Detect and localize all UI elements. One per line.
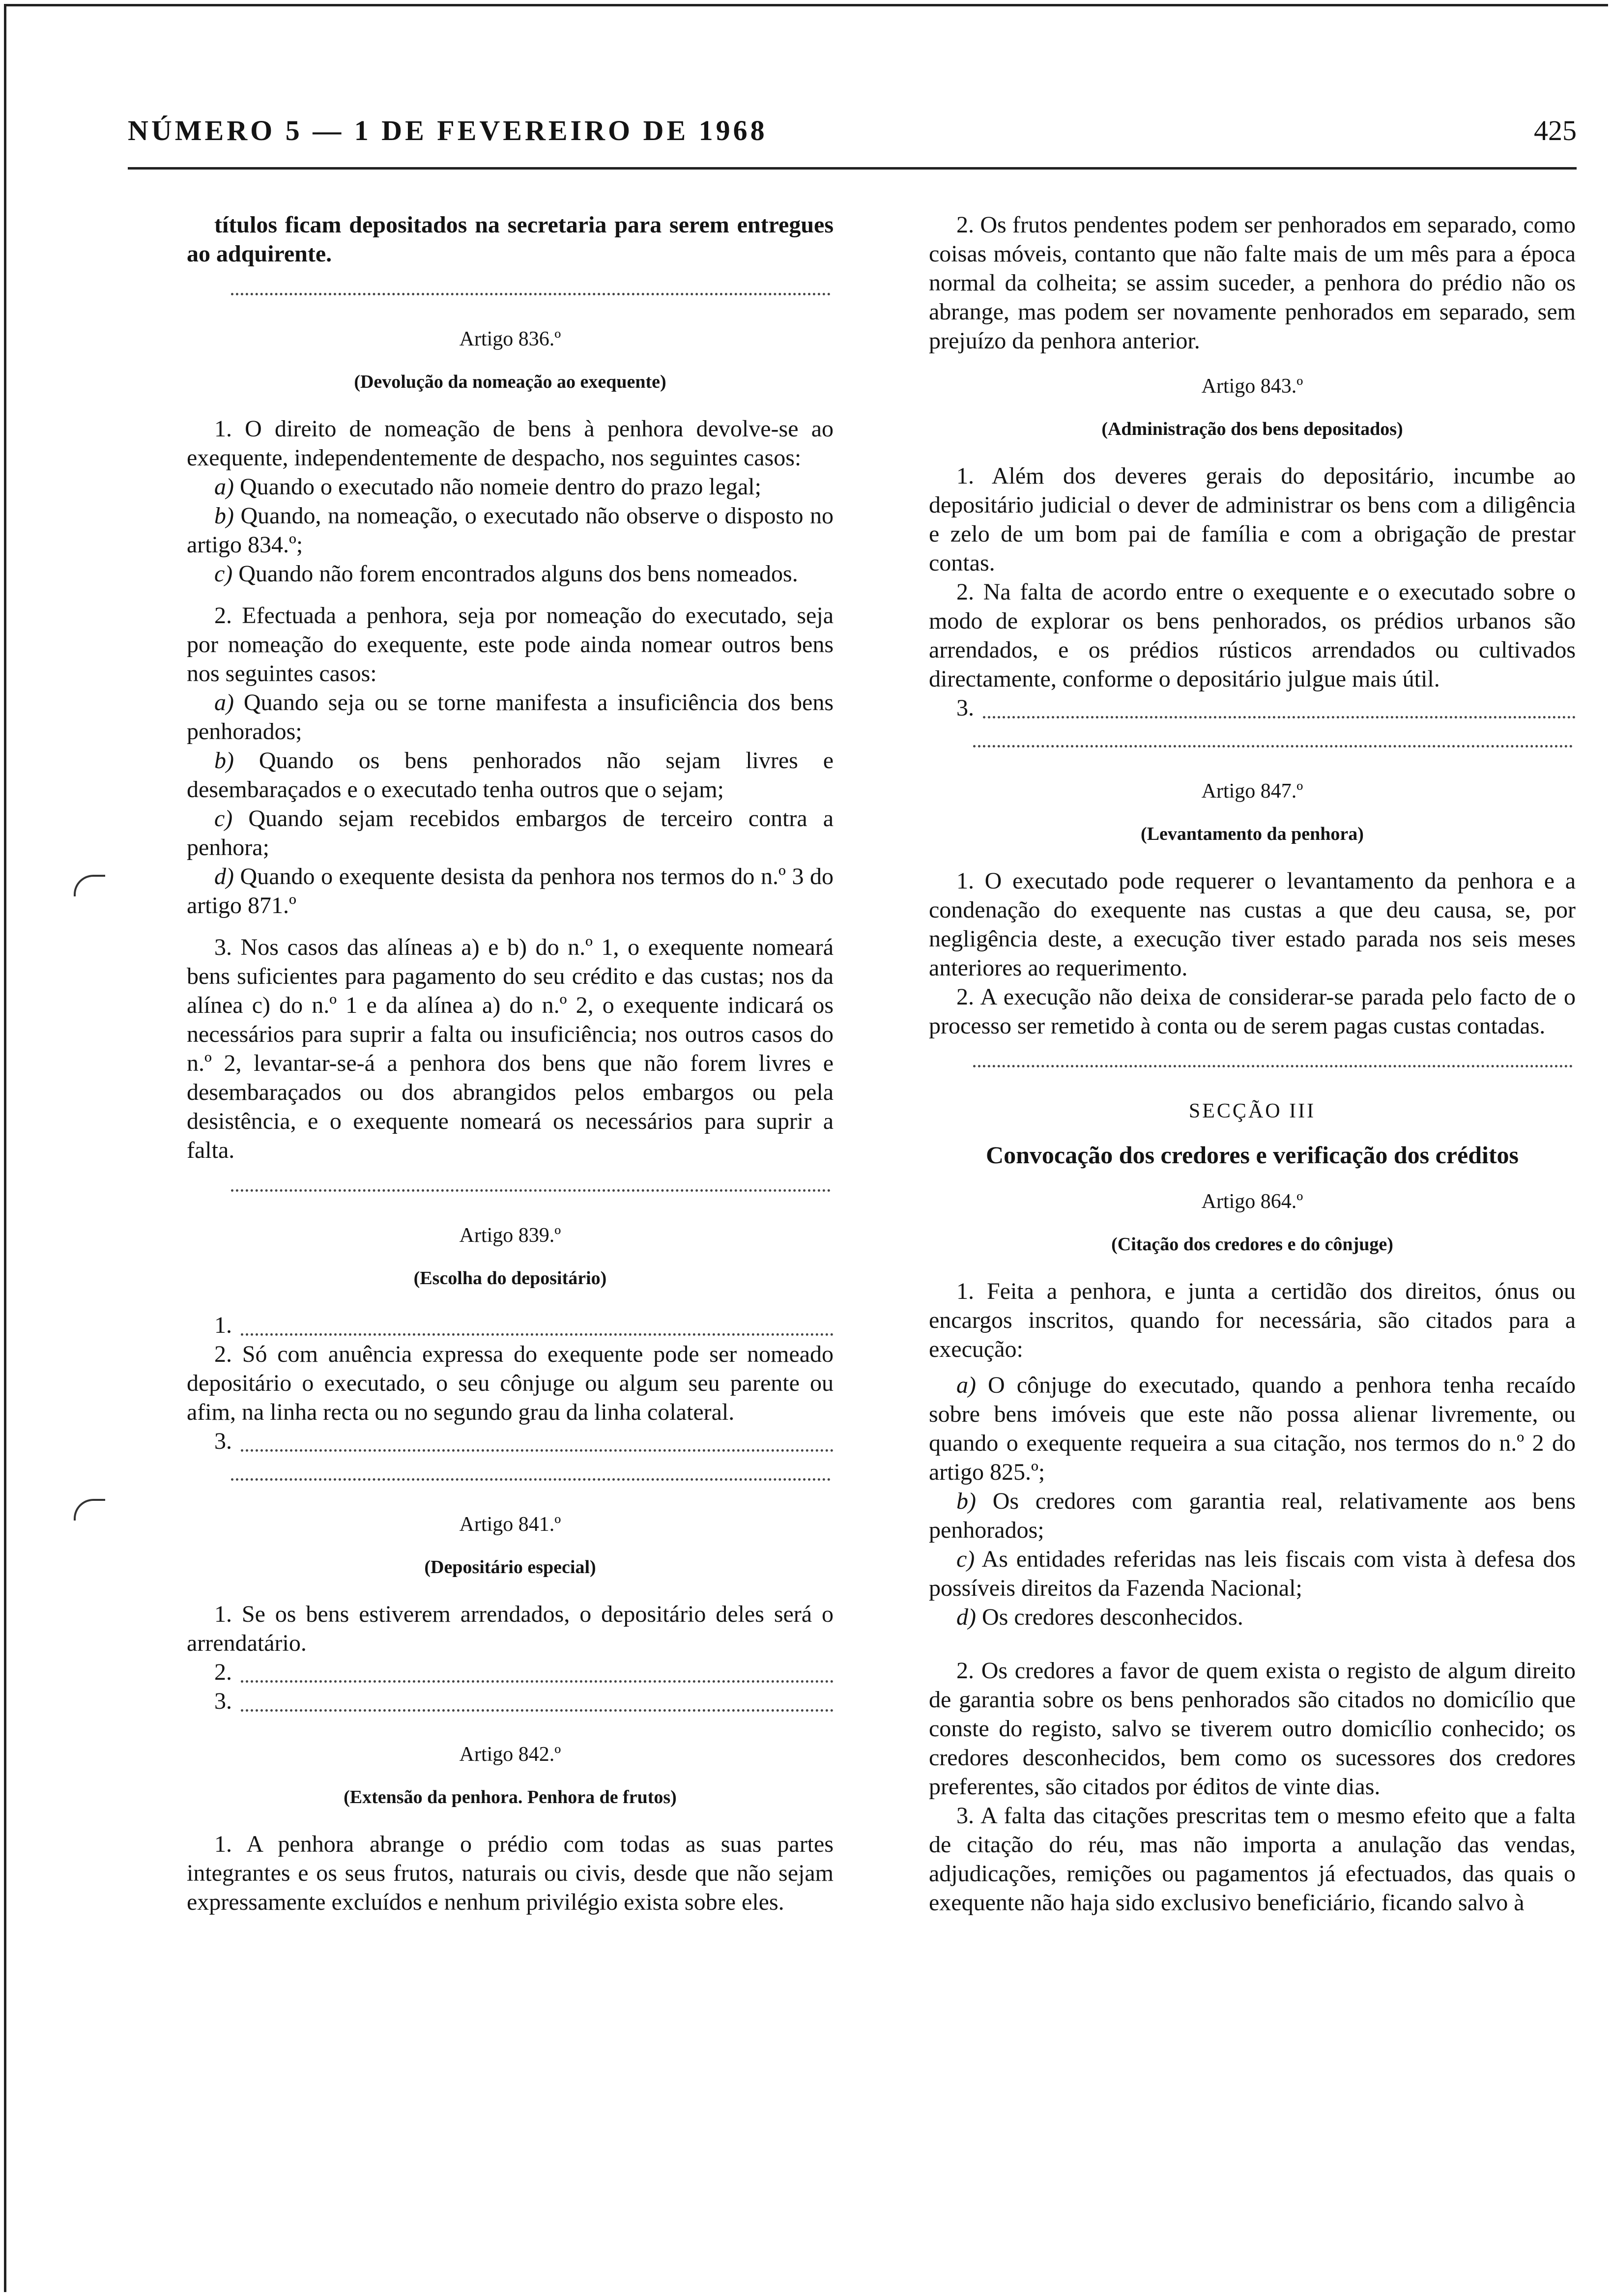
margin-mark bbox=[74, 875, 105, 896]
article-title: (Depositário especial) bbox=[424, 1557, 596, 1578]
paragraph: 1. Além dos deveres gerais do depositário, incumbe ao depositário judicial o dever de administrar os bens com a diligência e zelo de um bom pai de família e com a obrigação de prestar contas. bbox=[929, 463, 1576, 576]
page-header bbox=[128, 114, 1577, 153]
paragraph: 3. Nos casos das alíneas a) e b) do n.º 1, o exequente nomeará bens suficientes para pagamento do seu crédito e das custas; nos da alínea c) do n.º 1 e da alínea a) do n.º 2, o exequente indicará os necessários para suprir a falta ou insuficiência; nos outros casos do n.º 2, levantar-se-á a penhora dos bens que não forem livres e desembaraçados ou dos abrangidos pelos embargos ou pela desistência, e o exequente nomeará os necessários para suprir a falta. bbox=[187, 934, 834, 1163]
item-letter: a) bbox=[956, 1372, 976, 1398]
issue-title: NÚMERO 5 — 1 DE FEVEREIRO DE 1968 bbox=[128, 115, 768, 146]
section-label: SECÇÃO III bbox=[1188, 1100, 1316, 1122]
dotted-separator bbox=[973, 1047, 1573, 1067]
item-text: Os credores desconhecidos. bbox=[981, 1604, 1243, 1630]
right-column bbox=[929, 210, 1576, 1924]
item-text: As entidades referidas nas leis fiscais com vista à defesa dos possíveis direitos da Fazenda Nacional; bbox=[929, 1546, 1576, 1601]
article-heading: Artigo 847.º bbox=[1201, 780, 1303, 803]
article-title: (Devolução da nomeação ao exequente) bbox=[354, 372, 666, 392]
dotted-separator bbox=[231, 1172, 831, 1192]
list-item bbox=[929, 1487, 1576, 1545]
paragraph: 2. A execução não deixa de considerar-se parada pelo facto de o processo ser remetido à conta ou de serem pagas custas contadas. bbox=[929, 984, 1576, 1039]
paragraph: 1. Feita a penhora, e junta a certidão dos direitos, ónus ou encargos inscritos, quando for necessária, são citados para a execução: bbox=[929, 1278, 1576, 1362]
paragraph: 1. Se os bens estiverem arrendados, o depositário deles será o arrendatário. bbox=[187, 1601, 834, 1656]
item-letter: a) bbox=[214, 689, 234, 716]
paragraph: 2. Os frutos pendentes podem ser penhorados em separado, como coisas móveis, contanto que não falte mais de um mês para a época normal da colheita; se assim suceder, a penhora do prédio não os abrange, mas podem ser novamente penhorados em separado, sem prejuízo da penhora anterior. bbox=[929, 212, 1576, 354]
article-heading: Artigo 843.º bbox=[1201, 375, 1303, 398]
article-heading: Artigo 864.º bbox=[1201, 1190, 1303, 1213]
paragraph-number: 2. bbox=[214, 1659, 232, 1685]
paragraph-number: 3. bbox=[956, 695, 974, 721]
header-rule bbox=[128, 167, 1577, 170]
section-title: Convocação dos credores e verificação dos créditos bbox=[985, 1141, 1519, 1169]
article-title: (Extensão da penhora. Penhora de frutos) bbox=[344, 1787, 677, 1808]
list-item bbox=[187, 472, 834, 501]
article-title: (Escolha do depositário) bbox=[413, 1268, 607, 1289]
item-text: Quando os bens penhorados não sejam livres e desembaraçados e o executado tenha outros que o sejam; bbox=[187, 747, 834, 803]
paragraph: 1. O executado pode requerer o levantamento da penhora e a condenação do exequente nas custas a que deu causa, se, por negligência deste, a execução tiver estado parada nos seis meses anteriores ao requerimento. bbox=[929, 868, 1576, 981]
paragraph: 2. Só com anuência expressa do exequente pode ser nomeado depositário o executado, o seu cônjuge ou algum seu parente ou afim, na linha recta ou no segundo grau da linha colateral. bbox=[187, 1341, 834, 1425]
omitted-paragraph bbox=[187, 1427, 834, 1456]
item-letter: c) bbox=[956, 1546, 975, 1572]
article-title: (Citação dos credores e do cônjuge) bbox=[1111, 1234, 1393, 1255]
item-letter: c) bbox=[214, 805, 233, 832]
list-item bbox=[187, 862, 834, 920]
margin-mark bbox=[74, 1499, 105, 1521]
item-text: Quando sejam recebidos embargos de terceiro contra a penhora; bbox=[187, 805, 834, 861]
article-heading: Artigo 839.º bbox=[459, 1224, 561, 1247]
paragraph-number: 1. bbox=[214, 1312, 232, 1338]
article-heading: Artigo 842.º bbox=[459, 1743, 561, 1766]
paragraph: 1. A penhora abrange o prédio com todas as suas partes integrantes e os seus frutos, naturais ou civis, desde que não sejam expressamente excluídos e nenhum privilégio exista sobre eles. bbox=[187, 1831, 834, 1915]
omitted-paragraph bbox=[187, 1311, 834, 1340]
intro-paragraph: títulos ficam depositados na secretaria para serem entregues ao adquirente. bbox=[187, 212, 834, 267]
item-text: Os credores com garantia real, relativamente aos bens penhorados; bbox=[929, 1488, 1576, 1543]
list-item bbox=[187, 688, 834, 746]
article-heading: Artigo 836.º bbox=[459, 328, 561, 350]
paragraph: 2. Efectuada a penhora, seja por nomeação do executado, seja por nomeação do exequente, este pode ainda nomear outros bens nos seguintes casos: bbox=[187, 603, 834, 687]
page-border-left bbox=[4, 4, 6, 2292]
article-title: (Administração dos bens depositados) bbox=[1101, 419, 1403, 439]
dotted-separator bbox=[231, 275, 831, 295]
paragraph-number: 3. bbox=[214, 1428, 232, 1454]
item-letter: d) bbox=[214, 863, 234, 890]
item-letter: b) bbox=[214, 503, 234, 529]
list-item bbox=[187, 501, 834, 559]
item-text: Quando o executado não nomeie dentro do prazo legal; bbox=[239, 474, 761, 500]
paragraph-number: 3. bbox=[214, 1688, 232, 1714]
list-item bbox=[929, 1603, 1576, 1632]
omitted-paragraph bbox=[187, 1687, 834, 1716]
omitted-paragraph bbox=[929, 693, 1576, 722]
paragraph: 2. Os credores a favor de quem exista o registo de algum direito de garantia sobre os bens penhorados são citados no domicílio que conste do registo, salvo se tiverem outro domicílio conhecido; os credores desconhecidos, bem como os sucessores dos credores preferentes, são citados por éditos de vinte dias. bbox=[929, 1658, 1576, 1800]
article-heading: Artigo 841.º bbox=[459, 1513, 561, 1536]
item-text: Quando o exequente desista da penhora nos termos do n.º 3 do artigo 871.º bbox=[187, 863, 834, 918]
page-border-top bbox=[4, 4, 1608, 6]
paragraph: 2. Na falta de acordo entre o exequente e o executado sobre o modo de explorar os bens penhorados, os prédios urbanos são arrendados, e os prédios rústicos arrendados ou cultivados directamente, conforme o depositário julgue mais útil. bbox=[929, 579, 1576, 692]
list-item bbox=[929, 1545, 1576, 1603]
item-text: O cônjuge do executado, quando a penhora tenha recaído sobre bens imóveis que este não possa alienar livremente, ou quando o exequente requeira a sua citação, nos termos do n.º 2 do artigo 825.º; bbox=[929, 1372, 1576, 1485]
article-title: (Levantamento da penhora) bbox=[1141, 824, 1364, 844]
item-letter: a) bbox=[214, 474, 234, 500]
item-letter: d) bbox=[956, 1604, 976, 1630]
left-column bbox=[187, 210, 834, 1923]
dotted-separator bbox=[973, 727, 1573, 747]
item-letter: c) bbox=[214, 561, 233, 587]
item-text: Quando, na nomeação, o executado não observe o disposto no artigo 834.º; bbox=[187, 503, 834, 558]
item-text: Quando seja ou se torne manifesta a insuficiência dos bens penhorados; bbox=[187, 689, 834, 745]
dotted-separator bbox=[231, 1461, 831, 1481]
paragraph: 3. A falta das citações prescritas tem o mesmo efeito que a falta de citação do réu, mas não importa a anulação das vendas, adjudicações, remições ou pagamentos já efectuados, das quais o exequente não haja sido exclusivo beneficiário, ficando salvo à bbox=[929, 1803, 1576, 1916]
omitted-paragraph bbox=[187, 1658, 834, 1687]
list-item bbox=[187, 804, 834, 862]
page-number: 425 bbox=[1534, 115, 1577, 146]
item-letter: b) bbox=[214, 747, 234, 774]
list-item bbox=[187, 559, 834, 588]
item-letter: b) bbox=[956, 1488, 976, 1514]
list-item bbox=[187, 746, 834, 804]
paragraph: 1. O direito de nomeação de bens à penhora devolve-se ao exequente, independentemente de despacho, nos seguintes casos: bbox=[187, 416, 834, 471]
item-text: Quando não forem encontrados alguns dos bens nomeados. bbox=[238, 561, 798, 587]
list-item bbox=[929, 1371, 1576, 1487]
